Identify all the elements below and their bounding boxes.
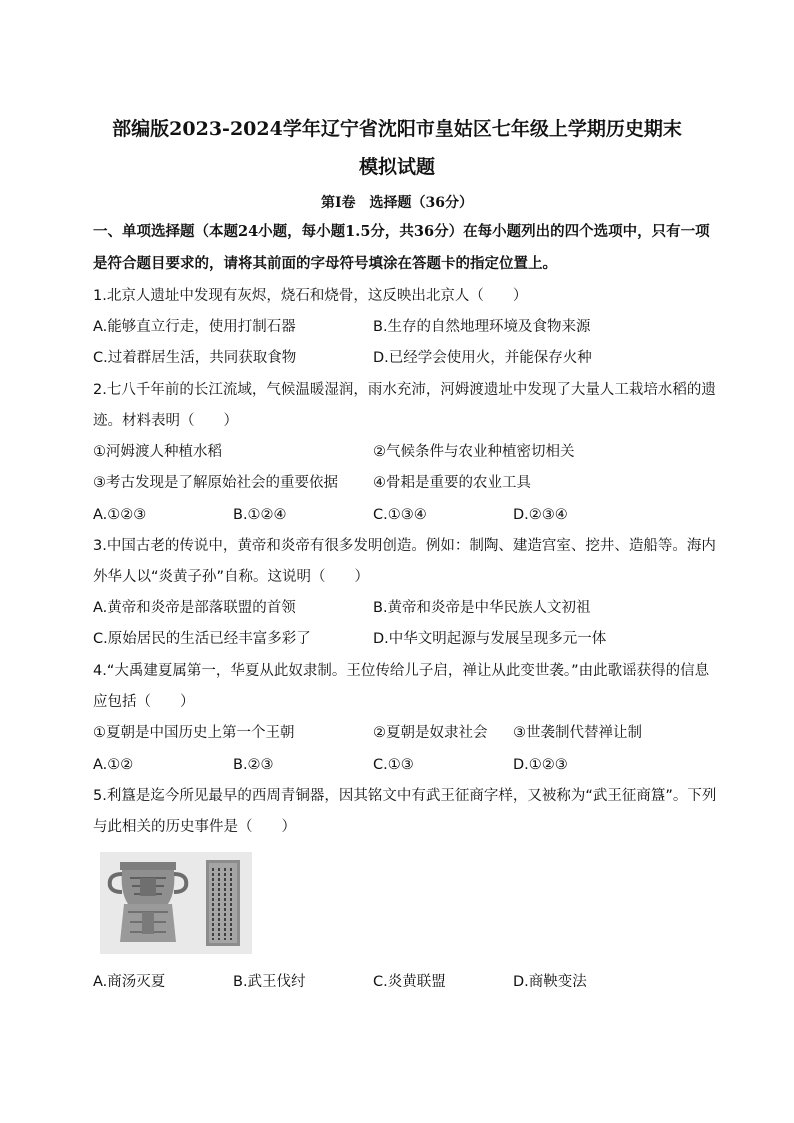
q1-option-a: A.能够直立行走，使用打制石器: [93, 319, 296, 335]
q2-statement-1: ①河姆渡人种植水稻: [93, 444, 222, 460]
q5-option-c: C.炎黄联盟: [373, 974, 446, 990]
q4-option-d: D.①②③: [513, 757, 568, 773]
document-title: 部编版2023-2024学年辽宁省沈阳市皇姑区七年级上学期历史期末: [112, 118, 682, 140]
q4-statement-1: ①夏朝是中国历史上第一个王朝: [93, 725, 295, 741]
q2-option-c: C.①③④: [373, 507, 427, 523]
question-5-stem-line2: 与此相关的历史事件是（ ）: [93, 819, 296, 835]
q1-option-b: B.生存的自然地理环境及食物来源: [373, 319, 591, 335]
question-2-stem-line1: 2.七八千年前的长江流域，气候温暖湿润，雨水充沛，河姆渡遗址中发现了大量人工栽培水稻的遗: [93, 382, 716, 398]
q5-option-b: B.武王伐纣: [233, 974, 306, 990]
q4-option-b: B.②③: [233, 757, 274, 773]
q3-option-c: C.原始居民的生活已经丰富多彩了: [93, 631, 311, 647]
q2-option-a: A.①②③: [93, 507, 147, 523]
q2-option-d: D.②③④: [513, 507, 568, 523]
question-4-stem-line2: 应包括（ ）: [93, 694, 195, 710]
question-3-stem-line1: 3.中国古老的传说中，黄帝和炎帝有很多发明创造。例如：制陶、建造宫室、挖井、造船等。海内: [93, 538, 716, 554]
section-title: 第Ⅰ卷 选择题（36分）: [320, 195, 474, 211]
q4-statement-3: ③世袭制代替禅让制: [513, 725, 642, 741]
question-3-stem-line2: 外华人以“炎黄子孙”自称。这说明（ ）: [93, 569, 370, 585]
inscription-rubbing: [206, 860, 240, 946]
q3-option-a: A.黄帝和炎帝是部落联盟的首领: [93, 600, 296, 616]
q4-option-c: C.①③: [373, 757, 414, 773]
q3-option-b: B.黄帝和炎帝是中华民族人文初祖: [373, 600, 591, 616]
instructions-line2: 是符合题目要求的，请将其前面的字母符号填涂在答题卡的指定位置上。: [93, 255, 557, 272]
q2-option-b: B.①②④: [233, 507, 287, 523]
q4-statement-2: ②夏朝是奴隶社会: [373, 725, 488, 741]
question-2-stem-line2: 迹。材料表明（ ）: [93, 413, 238, 429]
q2-statement-2: ②气候条件与农业种植密切相关: [373, 444, 575, 460]
q4-option-a: A.①②: [93, 757, 134, 773]
q5-option-d: D.商鞅变法: [513, 974, 587, 990]
q5-option-a: A.商汤灭夏: [93, 974, 166, 990]
question-4-stem-line1: 4.“大禹建夏属第一，华夏从此奴隶制。王位传给儿子启，禅让从此变世袭。”由此歌谣获得的信息: [93, 663, 710, 679]
instructions-line1: 一、单项选择题（本题24小题，每小题1.5分，共36分）在每小题列出的四个选项中，只有一项: [93, 223, 710, 240]
question-5-stem-line1: 5.利簋是迄今所见最早的西周青铜器，因其铭文中有武王征商字样，又被称为“武王征商簋”。下列: [93, 788, 717, 804]
document-title-line2: 模拟试题: [358, 156, 435, 178]
q1-option-c: C.过着群居生活，共同获取食物: [93, 350, 297, 366]
q2-statement-4: ④骨耜是重要的农业工具: [373, 475, 531, 491]
q2-statement-3: ③考古发现是了解原始社会的重要依据: [93, 475, 338, 491]
q3-option-d: D.中华文明起源与发展呈现多元一体: [373, 631, 607, 647]
q1-option-d: D.已经学会使用火，并能保存火种: [373, 350, 592, 366]
li-gui-bronze-image: [100, 852, 252, 954]
question-1-stem: 1.北京人遗址中发现有灰烬，烧石和烧骨，这反映出北京人（ ）: [93, 288, 528, 304]
